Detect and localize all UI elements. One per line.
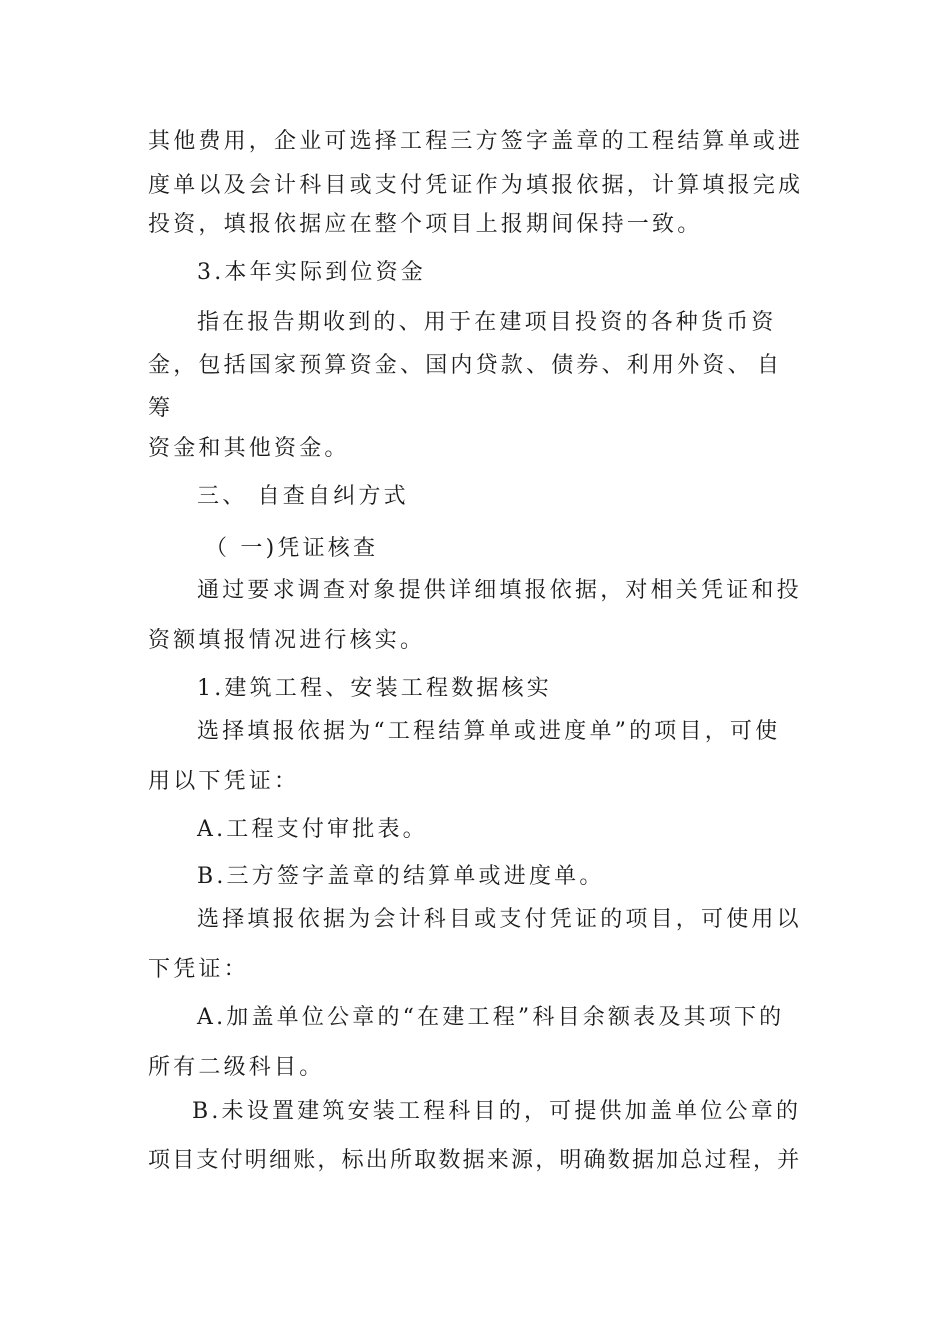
list-item: B.三方签字盖章的结算单或进度单。 xyxy=(197,864,605,889)
text-line: 度单以及会计科目或支付凭证作为填报依据，计算填报完成 xyxy=(148,173,804,198)
text-line: 通过要求调查对象提供详细填报依据，对相关凭证和投 xyxy=(197,578,802,603)
list-item: B.未设置建筑安装工程科目的，可提供加盖单位公章的 xyxy=(192,1099,802,1124)
list-item: A.工程支付审批表。 xyxy=(197,817,428,842)
text-line: 项目支付明细账，标出所取数据来源，明确数据加总过程，并 xyxy=(148,1148,802,1173)
text-line: 用以下凭证： xyxy=(148,769,300,794)
section-heading: 3.本年实际到位资金 xyxy=(197,260,426,285)
text-line: 自 xyxy=(757,353,783,378)
text-line: 下凭证： xyxy=(148,957,249,982)
text-line: 投资，填报依据应在整个项目上报期间保持一致。 xyxy=(148,212,703,237)
text-line: 选择填报依据为“工程结算单或进度单”的项目，可使 xyxy=(197,719,781,744)
section-heading: 三、 自查自纠方式 xyxy=(197,484,409,509)
list-item: A.加盖单位公章的“在建工程”科目余额表及其项下的 xyxy=(197,1005,785,1030)
text-line: 金，包括国家预算资金、国内贷款、债券、利用外资、 xyxy=(148,353,753,378)
text-line: 其他费用，企业可选择工程三方签字盖章的工程结算单或进 xyxy=(148,129,804,154)
text-line: 资额填报情况进行核实。 xyxy=(148,628,426,653)
text-line: 所有二级科目。 xyxy=(148,1055,325,1080)
text-line: 筹 xyxy=(148,396,174,421)
text-line: 选择填报依据为会计科目或支付凭证的项目，可使用以 xyxy=(197,907,802,932)
text-line: 指在报告期收到的、用于在建项目投资的各种货币资 xyxy=(197,310,777,335)
text-line: 资金和其他资金。 xyxy=(148,436,350,461)
subsection-heading: （ 一)凭证核查 xyxy=(205,536,379,561)
section-heading: 1.建筑工程、安装工程数据核实 xyxy=(197,676,552,701)
